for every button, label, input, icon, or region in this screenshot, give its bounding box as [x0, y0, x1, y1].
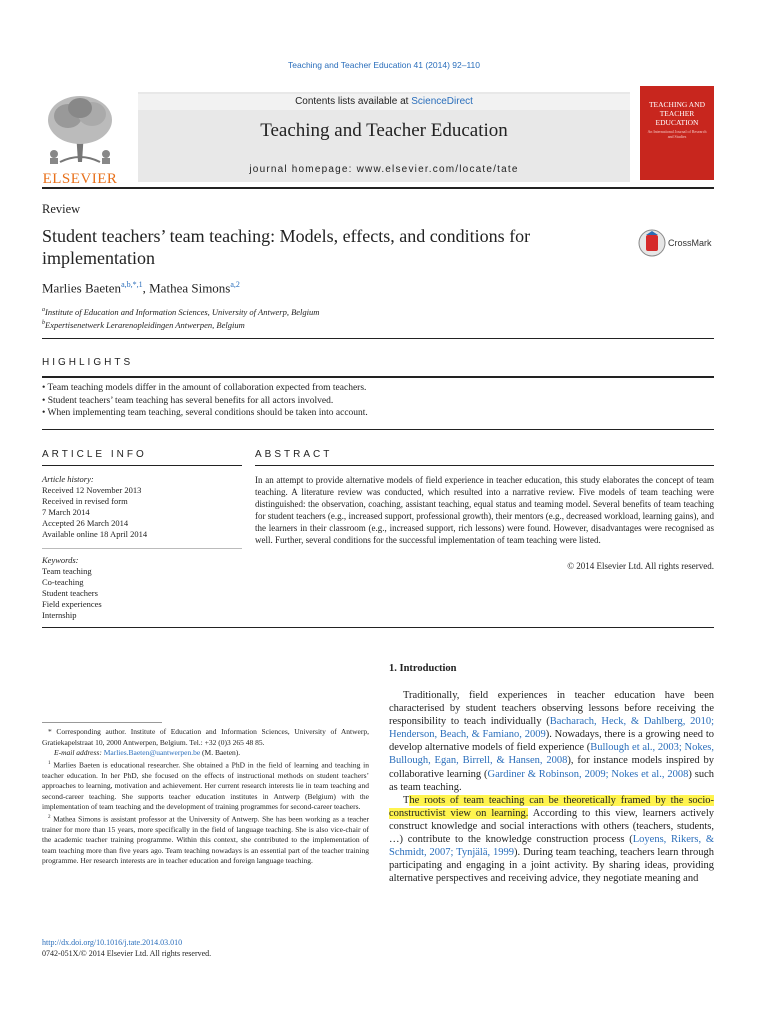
citation-link[interactable]: Gardiner & Robinson, 2009; Nokes et al., 2008 [487, 768, 689, 780]
highlights-bottom-rule [42, 429, 714, 430]
footnote-2: $^2$ Mathea Simons is assistant professor at the University of Antwerp. She has been working as a teacher trainer for more than 15 years, more specifically in the field of language teaching. She is also vice-chair of the academic teacher training programme. Within this context, she contributed to the implementation of team teaching more than five years ago. Team teaching nowadays is an essential part of the teacher training programme. Her research interests are in teacher education and foreign language teaching. [42, 814, 370, 865]
crossmark-label: CrossMark [668, 238, 712, 248]
article-info-rule [42, 465, 242, 466]
cover-title: TEACHING AND TEACHER EDUCATION [648, 100, 706, 127]
abstract-text: In an attempt to provide alternative models of field experience in teacher education, this study elaborates the concept of team teaching. A literature review was conducted, which resulted into a narrative review. Five models of team teaching were distinguished: the observation, coaching, assistant teaching, equal status and teaming model. Several benefits of team teaching for student teachers (e.g., increased support, professional growth), their mentors (e.g., decreased workload, learning gains), and the learners in their classroom (e.g., increased support, rich lessons) were found. However, disadvantages were recognised as well. Further, several conditions for the successful implementation of team teaching were listed. [255, 475, 714, 545]
history-keywords-divider [42, 548, 242, 549]
homepage-prefix: journal homepage: [249, 164, 357, 175]
email-link[interactable]: Marlies.Baeten@uantwerpen.be [103, 748, 201, 757]
history-item: Available online 18 April 2014 [42, 529, 148, 539]
intro-paragraph-2: The roots of team teaching can be theoretically framed by the socio-constructivist view on learning. According to this view, learners actively construct knowledge and social interactions with others (teachers, students, …) contribute to the knowledge construction process (Loyens, Rikers, & Schmidt, 2007; Tynjälä, 1999). During team teaching, teachers learn through participating and engaging in a joint activity. By sharing ideas, providing alternative perspectives and receiving advice, they negotiate meaning and [389, 794, 715, 885]
keywords-label: Keywords: [42, 555, 79, 565]
history-item: Received in revised form [42, 496, 128, 506]
elsevier-tree-icon [40, 92, 120, 166]
article-title: Student teachers’ team teaching: Models, effects, and conditions for implementation [42, 226, 531, 268]
citation-link[interactable]: Loyens, Rikers, & Schmidt, 2007; Tynjälä, 1999 [389, 834, 714, 859]
affiliation-item: $^b$Expertisenetwerk Lerarenopleidingen Antwerpen, Belgium [42, 319, 245, 330]
highlight-item: • Team teaching models differ in the amount of collaboration expected from teachers. [42, 383, 367, 393]
email-label: E-mail address: [54, 748, 104, 757]
elsevier-logo [40, 92, 120, 187]
citation-link[interactable]: Bullough et al., 2003; Nokes, Bullough, Egan, Birrell, & Hansen, 2008 [389, 742, 715, 767]
issn-line: 0742-051X/© 2014 Elsevier Ltd. All rights reserved. [42, 949, 212, 958]
abstract-bottom-rule [42, 627, 714, 628]
crossmark-icon [638, 229, 666, 257]
journal-header-band [138, 92, 630, 182]
footnote-1: $^1$ Marlies Baeten is educational researcher. She obtained a PhD in the field of learning and teaching in teacher education. In her PhD, she focused on the effects of instructional methods on student teachers’ approaches to learning, motivation and achievement. Her current research interests lie in team teaching and second-career teaching. She supports teacher education institutes in Antwerp (Belgium) with the implementation of team teaching and the development of training programmes for second-career teachers. [42, 760, 370, 811]
affiliation-rule [42, 338, 714, 339]
author-affiliation-marks[interactable]: a,2 [230, 280, 240, 289]
citation-line[interactable] [0, 60, 768, 70]
footnote-1-text: Marlies Baeten is educational researcher. She obtained a PhD in the field of learning and teaching in teacher education. In her PhD, she focused on the effects of instructional methods on student teachers’ approaches to learning, motivation and achievement. Her current research interests lie in team teaching and second-career teaching. She supports teacher education institutes in Antwerp (Belgium) with the implementation of team teaching and the development of training programmes for second-career teachers. [42, 760, 370, 811]
history-item: Received 12 November 2013 [42, 485, 142, 495]
footnote-separator [42, 722, 162, 723]
keyword-item[interactable]: Student teachers [42, 588, 98, 598]
author-affiliation-marks[interactable]: a,b,*,1 [121, 280, 143, 289]
journal-title: Teaching and Teacher Education [260, 120, 508, 141]
abstract-rule [255, 465, 714, 466]
keyword-item[interactable]: Team teaching [42, 566, 92, 576]
keyword-item[interactable]: Co-teaching [42, 577, 84, 587]
intro-body [389, 689, 714, 885]
affiliation-item: $^a$Institute of Education and Information Sciences, University of Antwerp, Belgium [42, 306, 320, 317]
journal-cover[interactable] [640, 86, 714, 180]
abstract-heading: ABSTRACT [255, 449, 333, 460]
intro-paragraph-1: Traditionally, field experiences in teacher education have been characterised by student teachers observing lessons before receiving the responsibility to teach individually (Bacharach, Heck, & Dahlberg, 2010; Henderson, Beach, & Famiano, 2009). Nowadays, there is a growing need to develop alternative models of field experience (Bullough et al., 2003; Nokes, Bullough, Egan, Birrell, & Hansen, 2008), for instance models inspired by collaborative learning (Gardiner & Robinson, 2009; Nokes et al., 2008) such as team teaching. [389, 690, 715, 793]
author-name: Mathea Simons [149, 280, 231, 296]
author-name: Marlies Baeten [42, 280, 122, 296]
author-separator: , [142, 280, 150, 296]
cover-subtitle: An International Journal of Research and Studies [647, 129, 707, 139]
highlighted-text[interactable]: he roots of team teaching can be theoretically framed by the socio-constructivist view on learning. [389, 794, 714, 819]
keyword-item[interactable]: Field experiences [42, 599, 102, 609]
article-type: Review [42, 202, 81, 216]
elsevier-wordmark: ELSEVIER [42, 171, 118, 187]
sciencedirect-link[interactable]: ScienceDirect [411, 96, 473, 107]
highlight-item: • Student teachers’ team teaching has several benefits for all actors involved. [42, 395, 334, 406]
footnotes [42, 727, 369, 867]
abstract-copyright: © 2014 Elsevier Ltd. All rights reserved. [567, 561, 714, 571]
history-label: Article history: [42, 474, 94, 484]
author-list [42, 280, 240, 296]
highlights-top-rule [42, 376, 714, 378]
highlights-heading: HIGHLIGHTS [42, 357, 134, 368]
intro-heading: 1. Introduction [389, 663, 457, 674]
keywords [42, 555, 102, 621]
doi-link[interactable]: http://dx.doi.org/10.1016/j.tate.2014.03.010 [42, 938, 183, 947]
homepage-url[interactable]: www.elsevier.com/locate/tate [356, 164, 519, 175]
citation-link[interactable]: Bacharach, Heck, & Dahlberg, 2010; Henderson, Beach, & Famiano, 2009 [389, 716, 714, 741]
contents-line [138, 94, 630, 110]
highlight-item: • When implementing team teaching, several conditions should be taken into account. [42, 408, 368, 418]
article-info-heading: ARTICLE INFO [42, 449, 147, 460]
email-suffix: (M. Baeten). [200, 748, 241, 757]
homepage-line [138, 164, 630, 175]
citation-link[interactable]: Teaching and Teacher Education 41 (2014) 92–110 [287, 60, 481, 70]
affiliation-list [42, 305, 319, 331]
email-note [42, 748, 369, 759]
article-history [42, 474, 147, 540]
keyword-item[interactable]: Internship [42, 610, 77, 620]
footnote-2-text: Mathea Simons is assistant professor at the University of Antwerp. She has been working as a teacher trainer for more than 15 years, more specifically in the field of language teaching. She is also vice-chair of the academic teacher training programme. Within this context, she contributed to the implementation of team teaching more than five years ago. Team teaching nowadays is an essential part of the teacher training programme. Her research interests are in teacher education and foreign language teaching. [42, 814, 370, 865]
contents-prefix: Contents lists available at [295, 96, 412, 107]
history-item: 7 March 2014 [42, 507, 90, 517]
history-item: Accepted 26 March 2014 [42, 518, 129, 528]
header-rule [42, 187, 714, 189]
highlights-list [42, 382, 368, 420]
corresponding-author-note: * Corresponding author. Institute of Education and Information Sciences, University of Antwerp, Gratiekapelstraat 10, 2000 Antwerpen, Belgium. Tel.: +32 (0)3 265 48 85. [42, 727, 369, 747]
crossmark-badge[interactable] [638, 229, 718, 259]
